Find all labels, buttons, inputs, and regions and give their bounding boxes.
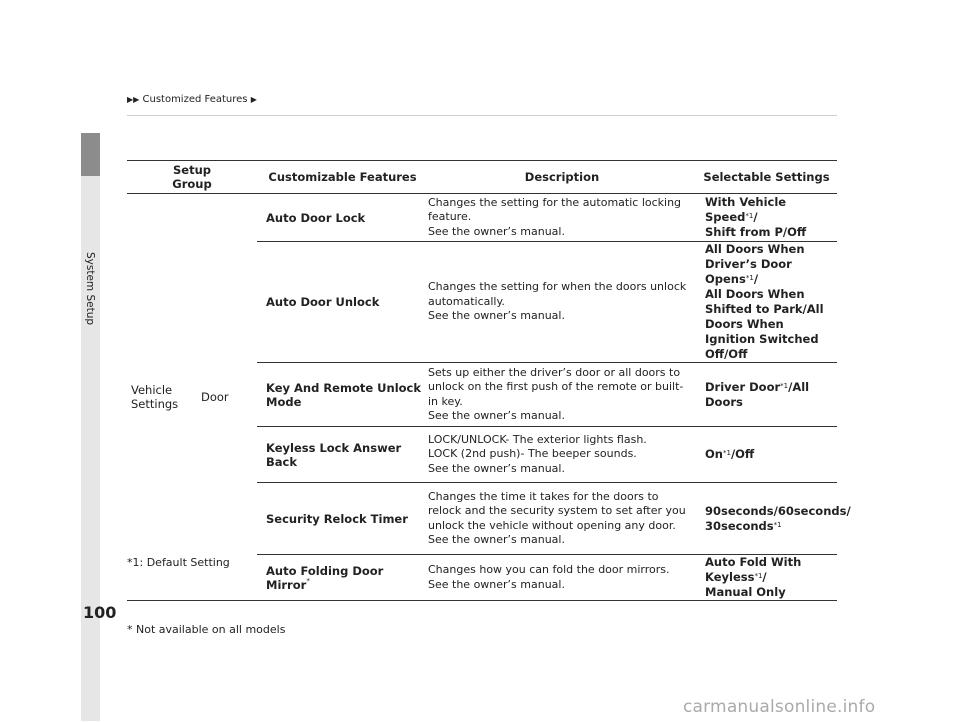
feature-label: Auto Door Lock <box>266 210 366 225</box>
selectable-settings <box>696 363 837 427</box>
setting-option: All Doors When Driver’s Door Opens <box>705 242 805 286</box>
selectable-settings <box>696 483 851 555</box>
setting-option: All Doors When Shifted to Park/All Doors When Ignition Switched Off/Off <box>705 287 824 361</box>
feature-description: LOCK/UNLOCK- The exterior lights flash. LOCK (2nd push)- The beeper sounds. See the owner’s manual. <box>428 427 696 483</box>
feature-label: Auto Door Unlock <box>266 295 380 309</box>
sidebar-tab-marker <box>81 133 100 176</box>
sidebar-section-label: System Setup <box>84 252 96 326</box>
watermark: carmanualsonline.info <box>683 697 876 717</box>
default-setting-mark: *1 <box>722 449 731 457</box>
setting-option: All Doors <box>705 379 810 409</box>
feature-label: Key And Remote Unlock Mode <box>266 380 422 409</box>
setting-separator: / <box>730 447 736 461</box>
setting-option: Manual Only <box>705 585 786 599</box>
feature-label: Auto Folding Door Mirror <box>266 563 384 592</box>
feature-name <box>257 363 428 427</box>
table-row <box>127 194 837 242</box>
feature-description: Changes how you can fold the door mirrors. See the owner’s manual. <box>428 555 696 601</box>
default-setting-mark: *1 <box>745 212 754 220</box>
feature-name <box>257 555 428 601</box>
breadcrumb-link-customized-features[interactable]: Customized Features <box>142 94 248 105</box>
header-selectable-settings: Selectable Settings <box>696 161 837 194</box>
setting-separator: / <box>762 570 767 584</box>
header-setup-group: Setup Group <box>127 161 257 194</box>
setting-separator: / <box>753 210 758 224</box>
setting-option: 90seconds/60seconds/ <box>705 503 851 518</box>
setting-option: Off <box>735 447 755 461</box>
setting-option: Driver Door <box>705 379 781 394</box>
setting-option: On <box>705 447 723 461</box>
selectable-settings <box>696 427 837 483</box>
group-vehicle-settings: Vehicle Settings <box>127 194 199 601</box>
setting-option: With Vehicle Speed <box>705 195 787 224</box>
feature-description: Changes the setting for the automatic locking feature. See the owner’s manual. <box>428 194 696 242</box>
header-description: Description <box>428 161 696 194</box>
feature-name <box>257 242 428 363</box>
breadcrumb-arrow-icon: ▶ <box>250 95 257 104</box>
setting-option: Auto Fold With Keyless <box>705 555 802 584</box>
customizable-features-table <box>127 160 851 601</box>
selectable-settings <box>696 194 837 242</box>
selectable-settings <box>696 555 837 601</box>
feature-description: Changes the time it takes for the doors to relock and the security system to set after you unlock the vehicle without opening any door. See the owner’s manual. <box>428 483 696 555</box>
breadcrumb-double-arrow-icon: ▶▶ <box>127 95 140 104</box>
header-customizable-features: Customizable Features <box>257 161 428 194</box>
default-setting-mark: *1 <box>754 572 763 580</box>
selectable-settings <box>696 242 837 363</box>
setting-option: Shift from P/Off <box>705 225 807 239</box>
default-setting-footnote: *1: Default Setting <box>127 556 230 569</box>
breadcrumb <box>127 94 257 105</box>
availability-note: * Not available on all models <box>127 623 286 636</box>
feature-description: Sets up either the driver’s door or all doors to unlock on the first push of the remote or built-in key. See the owner’s manual. <box>428 363 696 427</box>
page-number: 100 <box>83 603 117 622</box>
default-setting-mark: *1 <box>773 520 782 529</box>
setting-option: 30seconds <box>705 518 774 533</box>
sidebar-strip <box>81 133 100 721</box>
default-setting-mark: *1 <box>745 274 754 282</box>
feature-label: Keyless Lock Answer Back <box>266 440 402 469</box>
feature-footnote-mark: * <box>306 576 310 585</box>
feature-label: Security Relock Timer <box>266 511 408 526</box>
setting-separator: / <box>788 379 793 394</box>
feature-description: Changes the setting for when the doors unlock automatically. See the owner’s manual. <box>428 242 696 363</box>
feature-name <box>257 194 428 242</box>
feature-name <box>257 427 428 483</box>
feature-name <box>257 483 428 555</box>
default-setting-mark: *1 <box>780 381 789 390</box>
header-divider <box>127 115 837 116</box>
setting-separator: / <box>753 272 759 286</box>
group-door: Door <box>199 194 257 601</box>
